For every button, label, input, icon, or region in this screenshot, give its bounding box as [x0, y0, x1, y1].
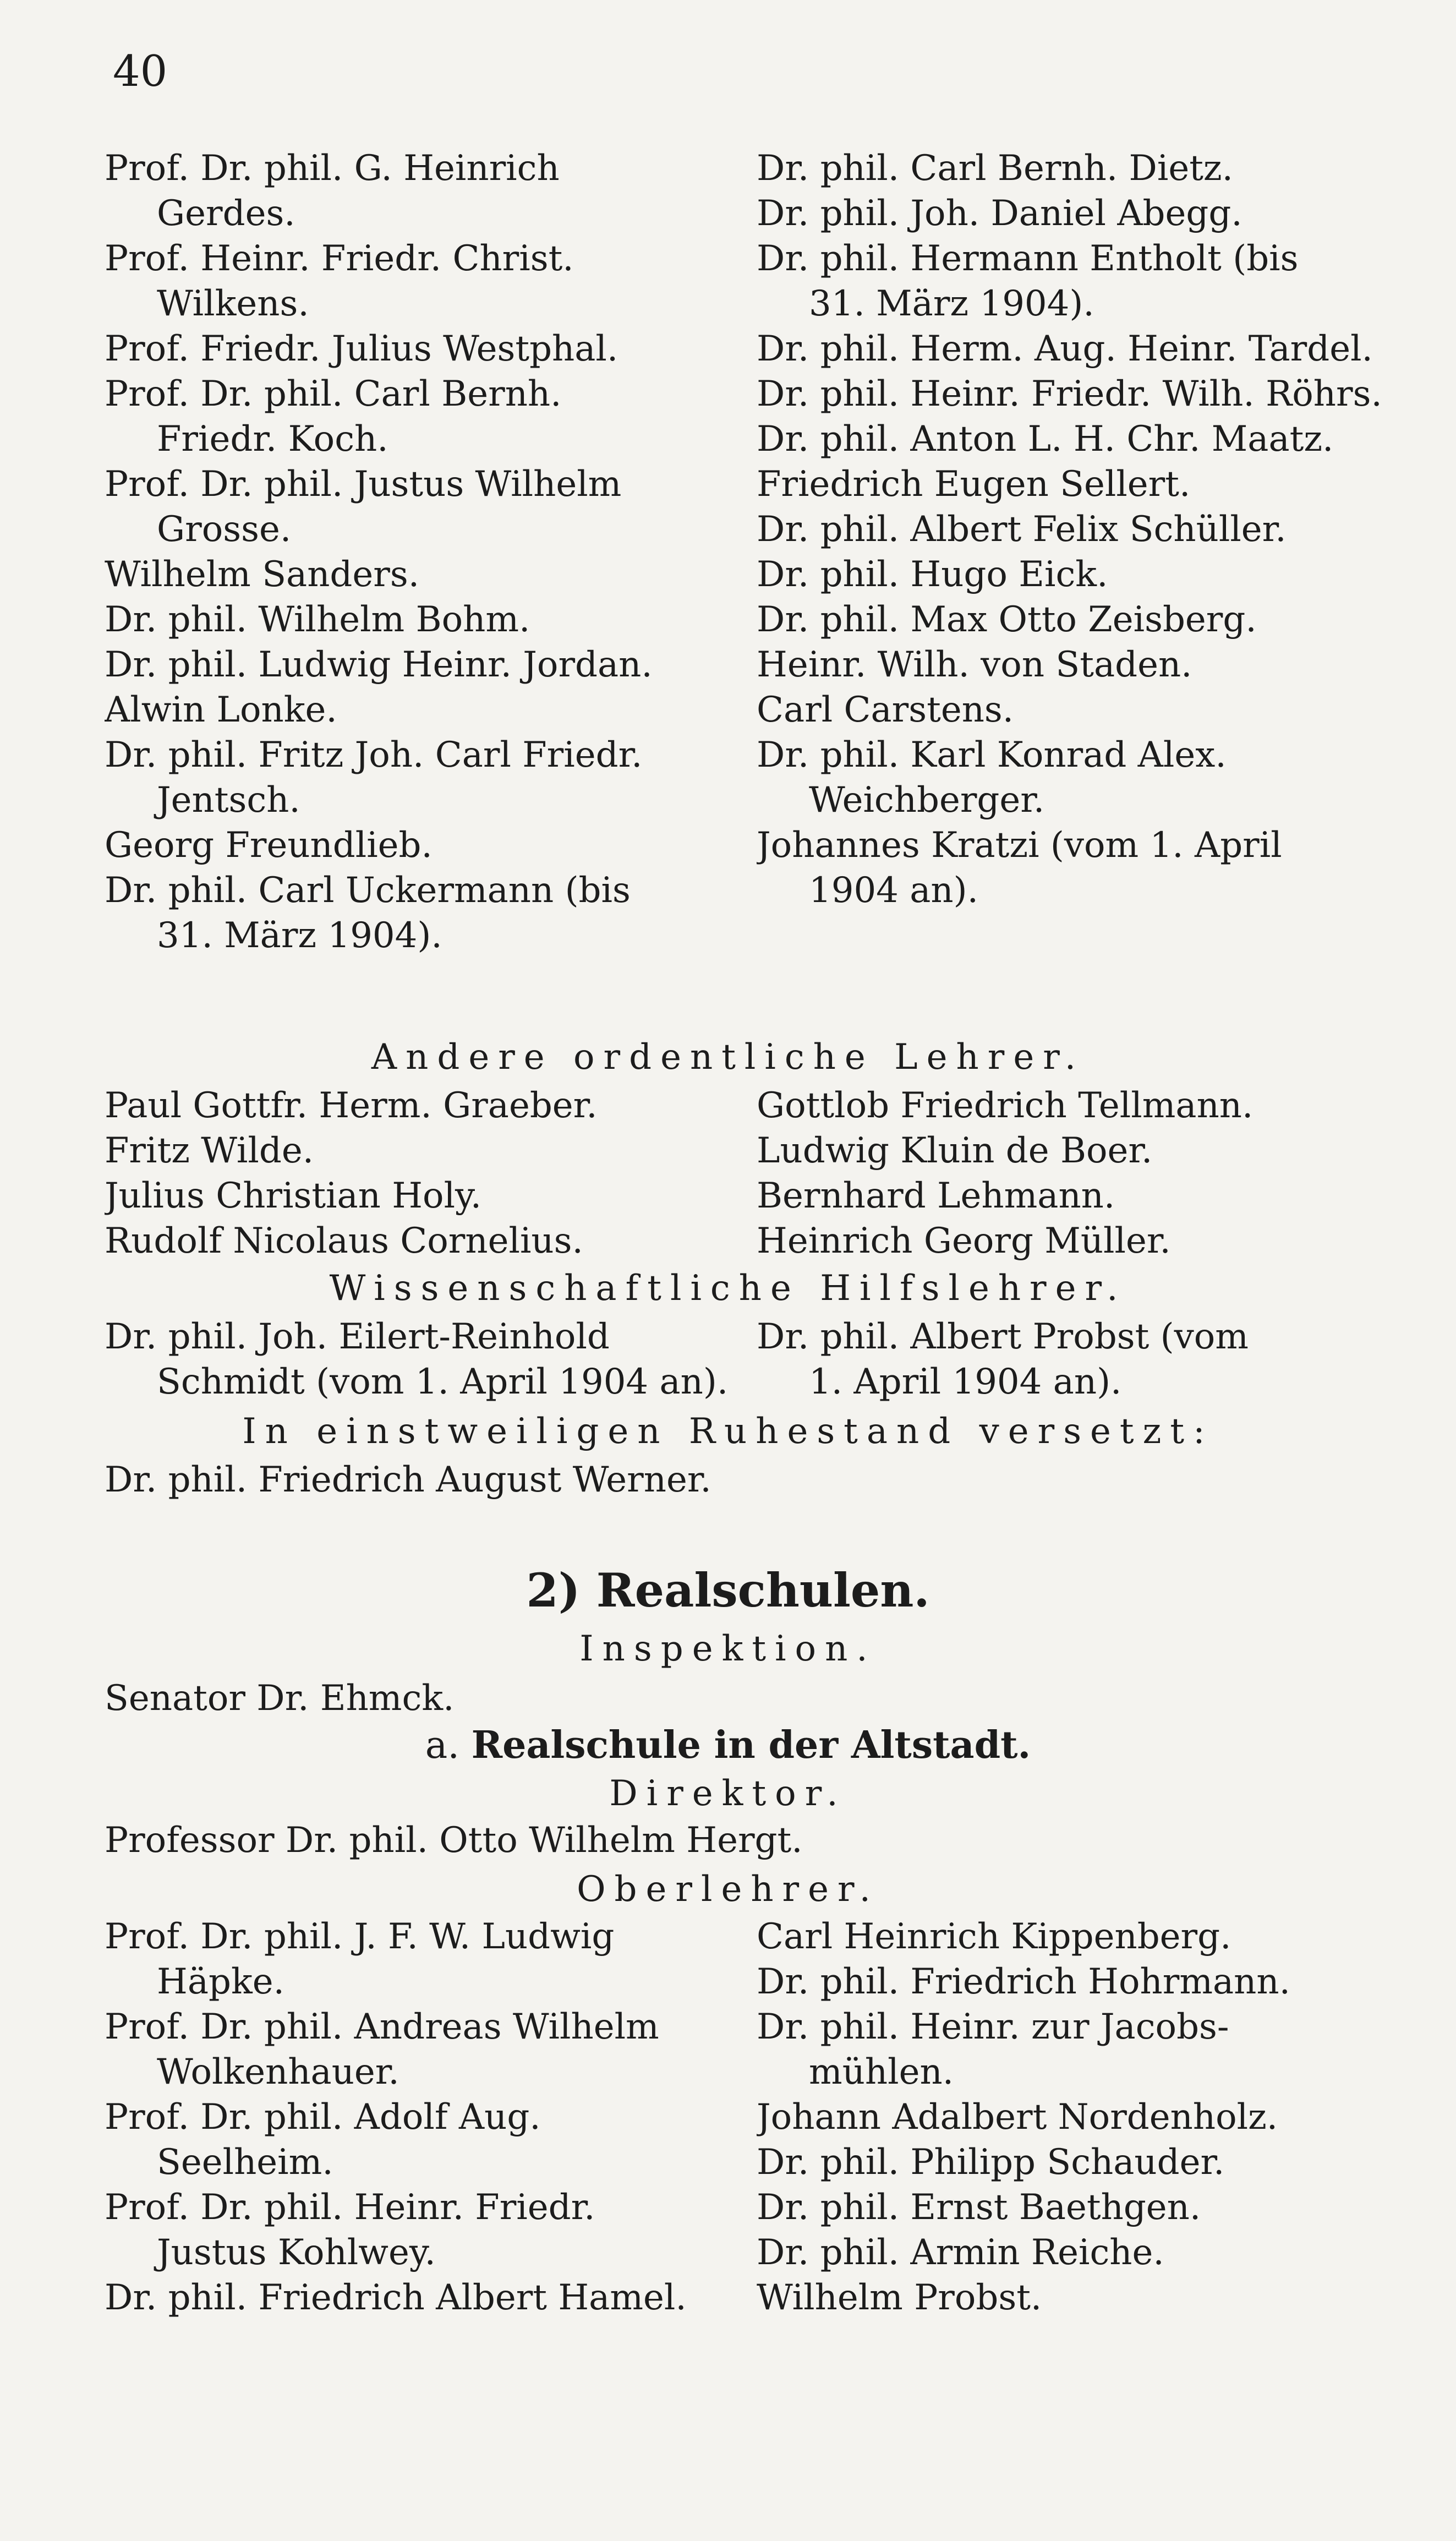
staff-entry-line: Carl Carstens.: [757, 690, 1014, 730]
staff-entry-line: Dr. phil. Wilhelm Bohm.: [105, 599, 530, 640]
staff-entry-line: Dr. phil. Heinr. zur Jacobs-: [757, 2007, 1229, 2047]
school-name: Realschule in der Altstadt.: [471, 1723, 1031, 1767]
staff-entry-line: Julius Christian Holy.: [105, 1176, 482, 1216]
heading-hilfslehrer: Wissenschaftliche Hilfslehrer.: [329, 1268, 1127, 1309]
staff-entry-line: Gerdes.: [157, 193, 295, 234]
block4-right-column: [757, 1914, 1406, 2320]
staff-entry-line: Heinrich Georg Müller.: [757, 1221, 1171, 1261]
section-title: 2) Realschulen.: [526, 1563, 930, 1618]
staff-entry-line: Wilhelm Sanders.: [105, 554, 420, 595]
staff-entry-line: Jentsch.: [157, 780, 300, 821]
staff-entry-line: Dr. phil. Max Otto Zeisberg.: [757, 599, 1257, 640]
staff-entry-line: Dr. phil. Carl Bernh. Dietz.: [757, 148, 1233, 189]
staff-entry-line: Prof. Dr. phil. Adolf Aug.: [105, 2097, 541, 2138]
staff-entry-line: 1904 an).: [809, 870, 978, 911]
staff-entry-line: Wilhelm Probst.: [757, 2277, 1042, 2318]
staff-entry-line: Prof. Dr. phil. Heinr. Friedr.: [105, 2187, 595, 2228]
staff-entry-line: Fritz Wilde.: [105, 1130, 314, 1171]
inspektion-entry: Senator Dr. Ehmck.: [105, 1678, 455, 1719]
staff-entry-line: Dr. phil. Philipp Schauder.: [757, 2142, 1225, 2183]
staff-entry-line: Prof. Heinr. Friedr. Christ.: [105, 238, 574, 279]
direktor-entry: Professor Dr. phil. Otto Wilhelm Hergt.: [105, 1820, 803, 1861]
staff-entry-line: Dr. phil. Hugo Eick.: [757, 554, 1108, 595]
staff-entry-line: Prof. Dr. phil. Carl Bernh.: [105, 374, 562, 414]
block2-right-column: [757, 1083, 1406, 1264]
staff-entry-line: Weichberger.: [809, 780, 1045, 821]
staff-entry-line: Dr. phil. Herm. Aug. Heinr. Tardel.: [757, 329, 1373, 369]
staff-entry-line: 31. März 1904).: [157, 915, 442, 956]
block1-left-column: [105, 146, 737, 958]
staff-entry-line: Johannes Kratzi (vom 1. April: [757, 825, 1282, 866]
staff-entry-line: Paul Gottfr. Herm. Graeber.: [105, 1085, 598, 1126]
heading-andere-lehrer: Andere ordentliche Lehrer.: [371, 1037, 1085, 1078]
staff-entry-line: Heinr. Wilh. von Staden.: [757, 644, 1192, 685]
staff-entry-line: Dr. phil. Fritz Joh. Carl Friedr.: [105, 735, 643, 775]
staff-entry-line: Schmidt (vom 1. April 1904 an).: [157, 1362, 729, 1402]
staff-entry-line: 1. April 1904 an).: [809, 1362, 1122, 1402]
staff-entry-line: Dr. phil. Ludwig Heinr. Jordan.: [105, 644, 653, 685]
heading-inspektion: Inspektion.: [579, 1629, 877, 1669]
block4-left-column: [105, 1914, 737, 2320]
staff-entry-line: Dr. phil. Carl Uckermann (bis: [105, 870, 631, 911]
staff-entry-line: Wolkenhauer.: [157, 2052, 399, 2092]
staff-entry-line: Friedr. Koch.: [157, 419, 388, 460]
staff-entry-line: Grosse.: [157, 509, 292, 550]
staff-entry-line: Seelheim.: [157, 2142, 333, 2183]
staff-entry-line: Wilkens.: [157, 283, 309, 324]
heading-direktor: Direktor.: [609, 1773, 847, 1814]
staff-entry-line: Prof. Dr. phil. J. F. W. Ludwig: [105, 1916, 615, 1957]
heading-oberlehrer: Oberlehrer.: [577, 1869, 879, 1910]
staff-entry-line: Justus Kohlwey.: [157, 2232, 436, 2273]
block1-right-column: [757, 146, 1406, 913]
staff-entry-line: Dr. phil. Friedrich Hohrmann.: [757, 1961, 1290, 2002]
staff-entry-line: Dr. phil. Anton L. H. Chr. Maatz.: [757, 419, 1334, 460]
staff-entry-line: Prof. Dr. phil. Justus Wilhelm: [105, 464, 622, 505]
staff-entry-line: Prof. Dr. phil. G. Heinrich: [105, 148, 560, 189]
block3-right-column: [757, 1314, 1406, 1405]
staff-entry-line: Dr. phil. Karl Konrad Alex.: [757, 735, 1227, 775]
staff-entry-line: Dr. phil. Heinr. Friedr. Wilh. Röhrs.: [757, 374, 1382, 414]
staff-entry-line: Alwin Lonke.: [105, 690, 337, 730]
staff-entry-line: Friedrich Eugen Sellert.: [757, 464, 1191, 505]
ruhestand-entry: Dr. phil. Friedrich August Werner.: [105, 1460, 711, 1500]
staff-entry-line: Dr. phil. Albert Felix Schüller.: [757, 509, 1287, 550]
staff-entry-line: Georg Freundlieb.: [105, 825, 433, 866]
school-subtitle: [0, 1723, 1456, 1768]
staff-entry-line: Prof. Dr. phil. Andreas Wilhelm: [105, 2007, 659, 2047]
staff-entry-line: Bernhard Lehmann.: [757, 1176, 1115, 1216]
staff-entry-line: Häpke.: [157, 1961, 284, 2002]
staff-entry-line: Prof. Friedr. Julius Westphal.: [105, 329, 618, 369]
staff-entry-line: mühlen.: [809, 2052, 954, 2092]
staff-entry-line: Dr. phil. Friedrich Albert Hamel.: [105, 2277, 687, 2318]
staff-entry-line: 31. März 1904).: [809, 283, 1094, 324]
staff-entry-line: Dr. phil. Ernst Baethgen.: [757, 2187, 1201, 2228]
staff-entry-line: Dr. phil. Armin Reiche.: [757, 2232, 1164, 2273]
staff-entry-line: Carl Heinrich Kippenberg.: [757, 1916, 1231, 1957]
staff-entry-line: Johann Adalbert Nordenholz.: [757, 2097, 1278, 2138]
staff-entry-line: Ludwig Kluin de Boer.: [757, 1130, 1153, 1171]
staff-entry-line: Rudolf Nicolaus Cornelius.: [105, 1221, 583, 1261]
block3-left-column: [105, 1314, 737, 1405]
staff-entry-line: Dr. phil. Joh. Daniel Abegg.: [757, 193, 1242, 234]
school-prefix: a.: [425, 1724, 459, 1767]
staff-entry-line: Gottlob Friedrich Tellmann.: [757, 1085, 1254, 1126]
page-number: 40: [113, 47, 168, 96]
staff-entry-line: Dr. phil. Albert Probst (vom: [757, 1316, 1249, 1357]
heading-ruhestand: In einstweiligen Ruhestand versetzt:: [242, 1411, 1214, 1452]
block2-left-column: [105, 1083, 737, 1264]
staff-entry-line: Dr. phil. Hermann Entholt (bis: [757, 238, 1299, 279]
staff-entry-line: Dr. phil. Joh. Eilert-Reinhold: [105, 1316, 610, 1357]
